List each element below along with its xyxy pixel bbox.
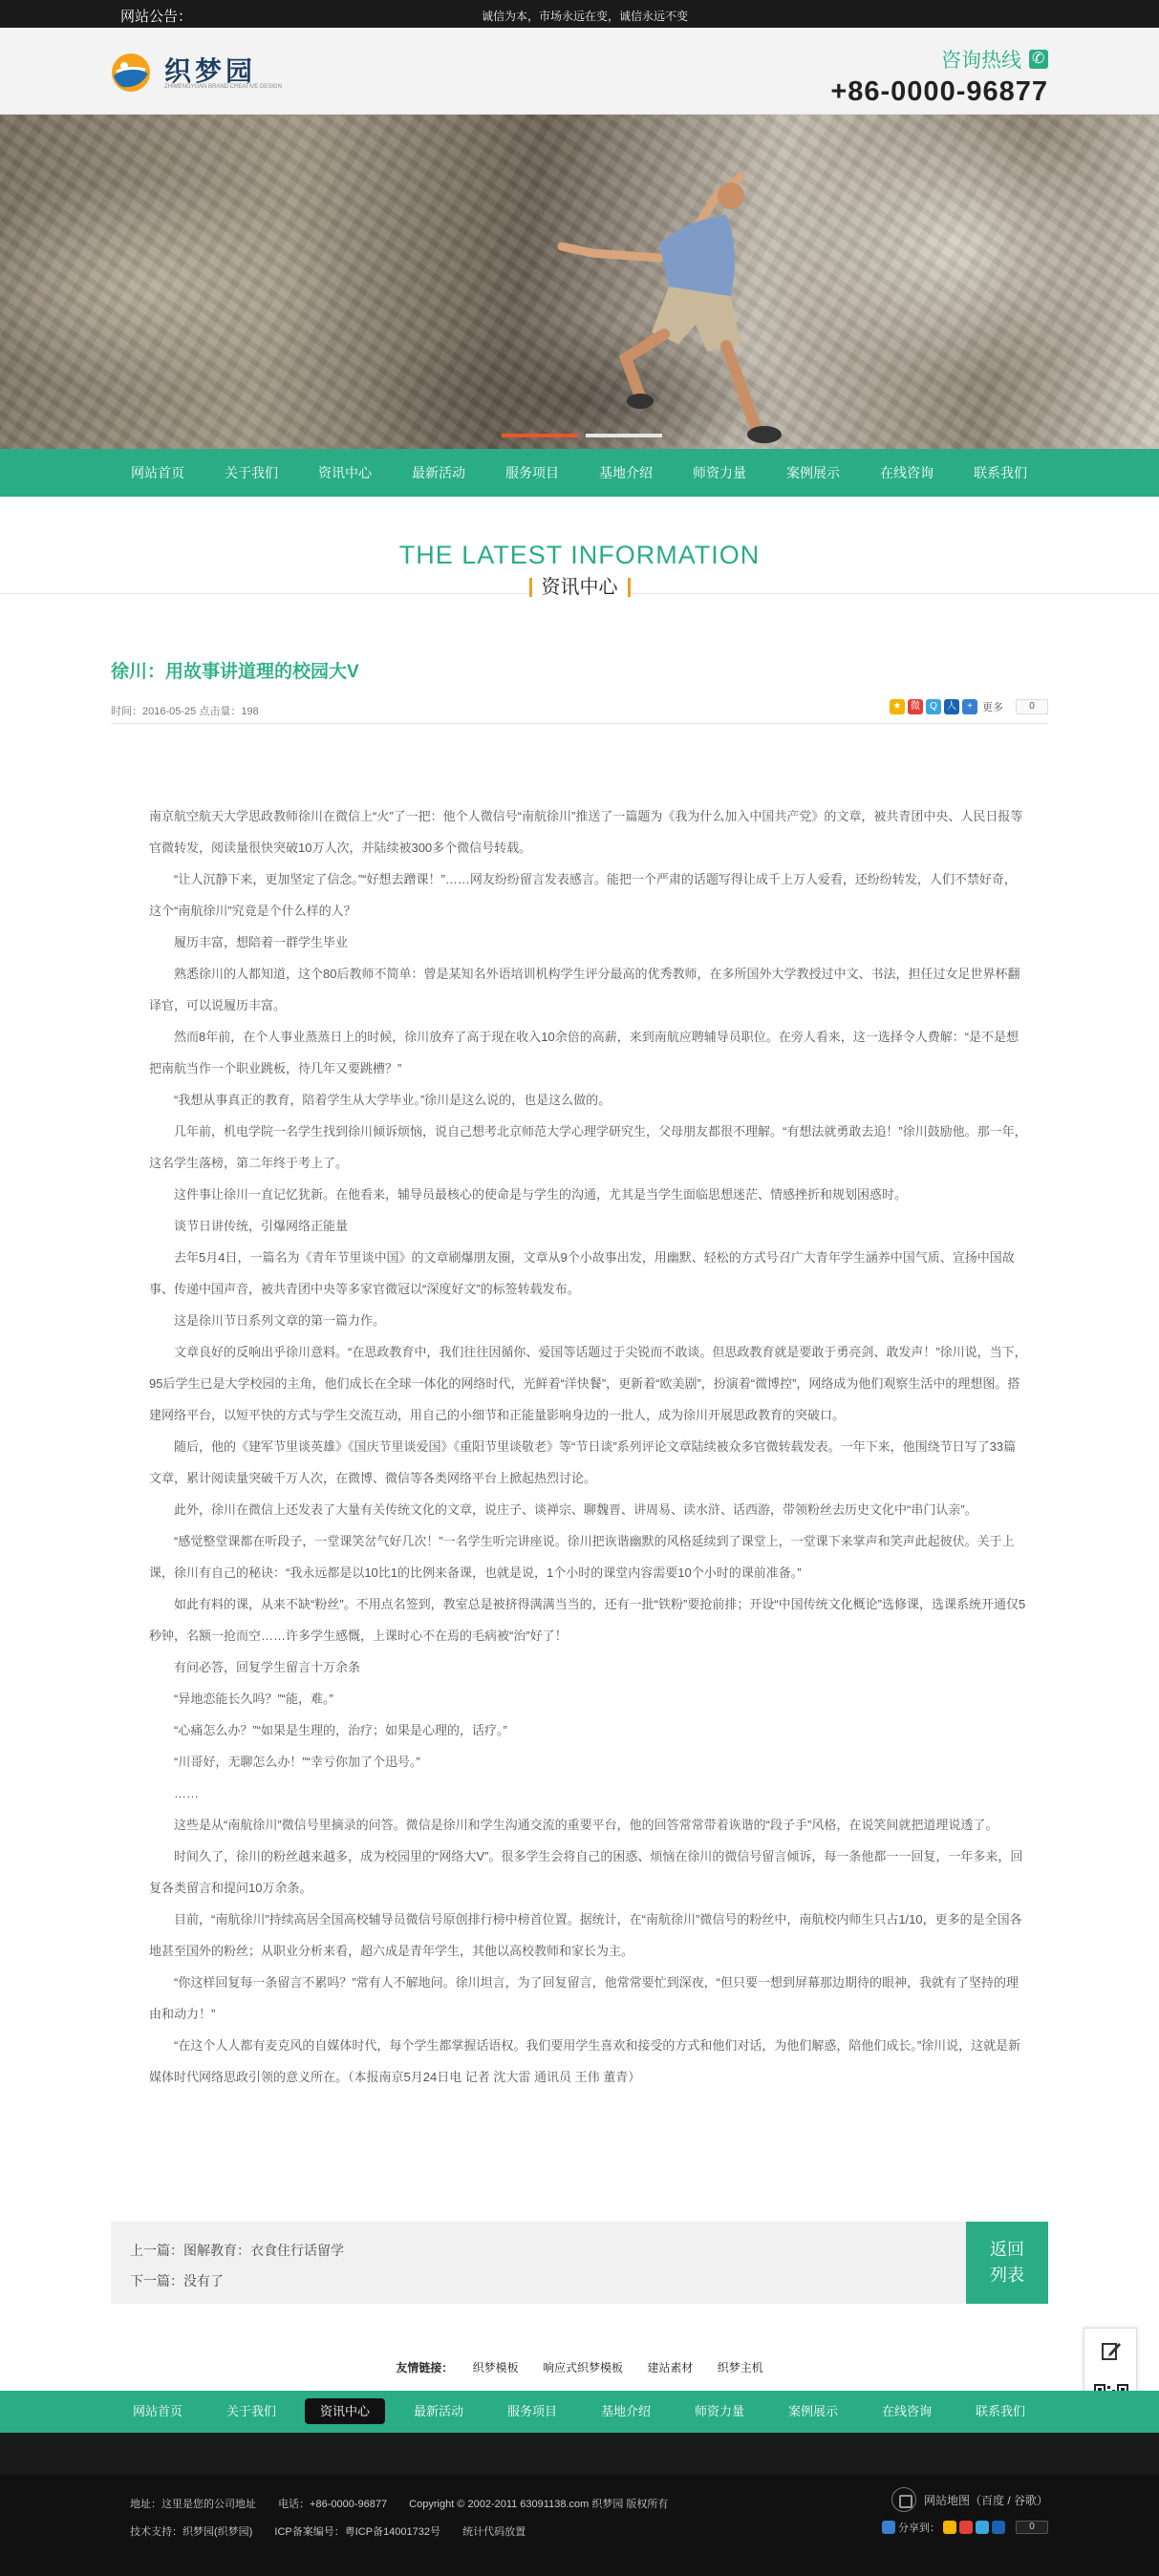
article-paragraph: “心痛怎么办？”“如果是生理的，治疗；如果是心理的，话疗。”	[174, 1723, 507, 1737]
footer-nav-label: 最新活动	[413, 2404, 463, 2418]
article-paragraph: 南京航空航天大学思政教师徐川在微信上“火”了一把：他个人微信号“南航徐川”推送了一篇题为《我为什么加入中国共产党》的文章，被共青团中央、人民日报等官微转发，阅读量很快突破10万人次，并陆续被300多个微信号转载。	[149, 809, 1023, 855]
footer-nav-label: 关于我们	[225, 2404, 276, 2418]
footer-line-1	[130, 2496, 687, 2511]
footer-nav-item-cases[interactable]	[766, 2391, 860, 2433]
jumping-man-image	[535, 143, 860, 449]
hotline	[830, 45, 1048, 108]
article-paragraph: 目前，“南航徐川”持续高居全国高校辅导员微信号原创排行榜中榜首位置。据统计，在“南航徐川”微信号的粉丝中，南航校内师生只占1/10，更多的是全国各地甚至国外的粉丝；从职业分析来看，超六成是青年学生，其他以高校教师和家长为主。	[149, 1912, 1022, 1958]
article-paragraph: 去年5月4日，一篇名为《青年节里谈中国》的文章刷爆朋友圈，文章从9个小故事出发，用幽默、轻松的方式号召广大青年学生涵养中国气质、宣扬中国故事、传递中国声音，被共青团中央等多家官微冠以“深度好文”的标签转载发布。	[149, 1250, 1015, 1296]
article-paragraph: “让人沉静下来，更加坚定了信念。”“好想去蹭课！”……网友纷纷留言发表感言。能把一个严肃的话题写得让成千上万人爱看，还纷纷转发，人们不禁好奇，这个“南航徐川”究竟是个什么样的人？	[149, 872, 1017, 918]
logo-subtitle: ZHIMENGYUAN BRAND CREATIVE DESIGN	[164, 84, 282, 90]
footer-icp[interactable]: ICP备案编号：粤ICP备14001732号	[274, 2526, 441, 2538]
footer-nav-item-contact[interactable]	[954, 2391, 1047, 2433]
site-header	[0, 28, 1159, 115]
footer-nav-label: 联系我们	[975, 2404, 1025, 2418]
share-count: 0	[1016, 699, 1048, 714]
weibo-share-icon[interactable]	[959, 2521, 973, 2534]
friendly-link[interactable]: 织梦主机	[717, 2361, 763, 2374]
footer-share-bar	[882, 2520, 1048, 2535]
hotline-number: +86-0000-96877	[830, 76, 1048, 107]
share-more-link[interactable]: 更多	[982, 702, 1003, 713]
nav-item-news[interactable]: 资讯中心	[318, 465, 372, 480]
article-paragraph: ……	[174, 1786, 199, 1800]
notice-text: 诚信为本，市场永远在变，诚信永远不变	[482, 10, 689, 23]
footer-nav-label: 在线咨询	[881, 2404, 932, 2418]
footer-line-2	[130, 2523, 545, 2539]
article-paragraph: 几年前，机电学院一名学生找到徐川倾诉烦恼，说自己想考北京师范大学心理学研究生，父母朋友都很不理解。“有想法就勇敢去追！”徐川鼓励他。那一年，这名学生落榜，第二年终于考上了。	[149, 1124, 1027, 1170]
qzone-share-icon[interactable]	[943, 2521, 956, 2534]
sitemap-link[interactable]	[891, 2487, 1048, 2512]
footer-stats: 统计代码放置	[462, 2526, 526, 2538]
more-share-icon[interactable]	[882, 2521, 895, 2534]
prev-next-box	[111, 2222, 1048, 2304]
friendly-links-label: 友情链接：	[396, 2361, 454, 2374]
back-to-list-button[interactable]	[966, 2222, 1048, 2304]
sitemap-label: 网站地图（百度 / 谷歌）	[923, 2493, 1048, 2507]
tencent-weibo-share-icon[interactable]: Q	[926, 699, 941, 714]
footer-share-label: 分享到：	[898, 2523, 940, 2534]
article-paragraph: 时间久了，徐川的粉丝越来越多，成为校园里的“网络大V”。很多学生会将自己的困惑、烦恼在徐川的微信号留言倾诉，每一条他都一一回复，一年多来，回复各类留言和提问10万余条。	[149, 1849, 1023, 1895]
logo-mark-icon	[111, 53, 151, 93]
footer-nav-label: 案例展示	[787, 2404, 838, 2418]
section-title	[0, 541, 1159, 598]
renren-share-icon[interactable]	[992, 2521, 1005, 2534]
hotline-label-row	[830, 45, 1048, 74]
more-share-icon[interactable]: +	[962, 699, 977, 714]
friendly-link[interactable]: 织梦模板	[472, 2361, 519, 2374]
section-title-en: THE LATEST INFORMATION	[398, 541, 761, 569]
footer-nav-label: 基地介绍	[600, 2404, 651, 2418]
nav-item-home[interactable]: 网站首页	[131, 465, 184, 480]
article-paragraph: “感觉整堂课都在听段子，一堂课笑岔气好几次！”一名学生听完讲座说。徐川把诙谐幽默的风格延续到了课堂上，一堂课下来掌声和笑声此起彼伏。关于上课，徐川有自己的秘诀：“我永远都是以10比1的比例来备课，也就是说，1个小时的课堂内容需要10个小时的课前准备。”	[149, 1534, 1015, 1580]
tencent-weibo-share-icon[interactable]	[976, 2521, 989, 2534]
article-paragraph: 随后，他的《建军节里谈英雄》《国庆节里谈爱国》《重阳节里谈敬老》等“节日谈”系列评论文章陆续被众多官微转载发表。一年下来，他围绕节日写了33篇文章，累计阅读量突破千万人次，在微博、微信等各类网络平台上掀起热烈讨论。	[149, 1439, 1017, 1485]
footer-share-count: 0	[1016, 2521, 1048, 2534]
nav-item-consult[interactable]: 在线咨询	[880, 465, 934, 480]
footer-nav-item-home[interactable]	[111, 2391, 204, 2433]
article-paragraph: 然而8年前，在个人事业蒸蒸日上的时候，徐川放弃了高于现在收入10余倍的高薪，来到南航应聘辅导员职位。在旁人看来，这一选择令人费解：“是不是想把南航当作一个职业跳板，待几年又要跳槽？”	[149, 1030, 1019, 1075]
slider-dot-2[interactable]	[586, 434, 662, 437]
weibo-share-icon[interactable]: 微	[908, 699, 923, 714]
article-paragraph: 这是徐川节日系列文章的第一篇力作。	[174, 1313, 386, 1328]
friendly-links	[0, 2359, 1159, 2375]
article-paragraph: 文章良好的反响出乎徐川意料。“在思政教育中，我们往往因循你、爱国等话题过于尖锐而不敢谈。但思政教育就是要敢于勇亮剑、敢发声！”徐川说，当下，95后学生已是大学校园的主角，他们成长在全球一体化的网络时代，光鲜着“洋快餐”，更新着“欧美剧”，扮演着“微博控”，网络成为他们观察生活中的理想图。搭建网络平台，以短平快的方式与学生交流互动，用自己的小细节和正能量影响身边的一批人，成为徐川开展思政教育的突破口。	[149, 1345, 1027, 1422]
footer-nav-label: 师资力量	[694, 2404, 744, 2418]
friendly-link[interactable]: 建站素材	[647, 2361, 694, 2374]
renren-share-icon[interactable]: 人	[944, 699, 959, 714]
footer-nav	[0, 2391, 1159, 2433]
footer-nav-label: 服务项目	[506, 2404, 557, 2418]
sitemap-icon	[891, 2487, 916, 2512]
footer-band	[0, 2433, 1159, 2475]
footer-copyright: Copyright © 2002-2011 63091138.com 织梦园 版权所有	[409, 2499, 669, 2510]
footer-nav-label: 资讯中心	[305, 2398, 385, 2424]
article-paragraph: “川哥好，无聊怎么办！”“幸亏你加了个迅号。”	[174, 1755, 420, 1769]
next-article-link[interactable]: 下一篇：没有了	[130, 2273, 224, 2289]
phone-icon	[1029, 50, 1048, 69]
footer-nav-item-base[interactable]	[579, 2391, 673, 2433]
footer-nav-item-about[interactable]	[204, 2391, 298, 2433]
article	[111, 657, 1048, 2084]
footer-support[interactable]: 技术支持：织梦园(织梦园)	[130, 2526, 253, 2538]
section-title-cn: 资讯中心	[529, 578, 631, 597]
back-to-list-label: 返回列表	[990, 2240, 1024, 2285]
article-meta-text: 时间：2016-05-25 点击量：198	[111, 706, 259, 717]
site-footer	[0, 2433, 1159, 2576]
article-body	[149, 800, 1028, 2093]
article-paragraph: 如此有料的课，从来不缺“粉丝”。不用点名签到，教室总是被挤得满满当当的，还有一批“铁粉”要抢前排；开设“中国传统文化概论”选修课，选课系统开通仅5秒钟，名额一抢而空……许多学生感慨，上课时心不在焉的毛病被“治”好了！	[149, 1597, 1026, 1643]
article-paragraph: “你这样回复每一条留言不累吗？”常有人不解地问。徐川坦言，为了回复留言，他常常要忙到深夜，“但只要一想到屏幕那边期待的眼神，我就有了坚持的理由和动力！”	[149, 1975, 1019, 2021]
footer-nav-item-teachers[interactable]	[673, 2391, 766, 2433]
share-bar	[890, 699, 1048, 714]
nav-item-events[interactable]: 最新活动	[412, 465, 465, 480]
article-paragraph: 这件事让徐川一直记忆犹新。在他看来，辅导员最核心的使命是与学生的沟通，尤其是当学生面临思想迷茫、情感挫折和规划困惑时。	[174, 1187, 908, 1202]
article-paragraph: “我想从事真正的教育，陪着学生从大学毕业。”徐川是这么说的，也是这么做的。	[174, 1093, 612, 1107]
hotline-label: 咨询热线	[941, 50, 1021, 72]
article-paragraph: 熟悉徐川的人都知道，这个80后教师不简单：曾是某知名外语培训机构学生评分最高的优秀教师，在多所国外大学教授过中文、书法，担任过女足世界杯翻译官，可以说履历丰富。	[149, 967, 1020, 1012]
footer-nav-item-consult[interactable]	[860, 2391, 954, 2433]
nav-item-about[interactable]: 关于我们	[225, 465, 278, 480]
nav-item-base[interactable]: 基地介绍	[599, 465, 653, 480]
article-paragraph: 有问必答，回复学生留言十万余条	[174, 1660, 361, 1674]
article-paragraph: 此外，徐川在微信上还发表了大量有关传统文化的文章，说庄子、谈禅宗、聊魏晋、讲周易、读水浒、话西游，带领粉丝去历史文化中“串门认亲”。	[174, 1502, 977, 1517]
hero-banner[interactable]	[0, 115, 1159, 449]
footer-nav-item-services[interactable]	[485, 2391, 579, 2433]
site-logo[interactable]	[111, 49, 292, 95]
nav-item-teachers[interactable]: 师资力量	[693, 465, 746, 480]
footer-address: 地址：这里是您的公司地址	[130, 2499, 256, 2510]
footer-nav-label: 网站首页	[132, 2404, 182, 2418]
article-title: 徐川：用故事讲道理的校园大V	[111, 662, 359, 682]
main-nav	[0, 449, 1159, 497]
article-meta	[111, 699, 1048, 724]
nav-item-services[interactable]: 服务项目	[505, 465, 559, 480]
article-paragraph: 这些是从“南航徐川”微信号里摘录的问答。微信是徐川和学生沟通交流的重要平台，他的回答常常带着诙谐的“段子手”风格，在说笑间就把道理说透了。	[174, 1818, 998, 1832]
slider-dots	[502, 434, 662, 437]
footer-nav-item-news[interactable]	[298, 2391, 392, 2433]
prev-article-link[interactable]: 上一篇：图解教育：衣食住行话留学	[130, 2243, 344, 2258]
article-paragraph: “在这个人人都有麦克风的自媒体时代，每个学生都掌握话语权。我们要用学生喜欢和接受的方式和他们对话，为他们解惑，陪他们成长。”徐川说，这就是新媒体时代网络思政引领的意义所在。（本报南京5月24日电 记者 沈大雷 通讯员 王伟 董青）	[149, 2038, 1021, 2084]
slider-dot-1[interactable]	[502, 434, 578, 437]
article-paragraph: 谈节日讲传统，引爆网络正能量	[174, 1219, 349, 1233]
notice-label: 网站公告：	[120, 9, 193, 25]
announcement-bar	[0, 0, 1159, 28]
footer-nav-item-events[interactable]	[392, 2391, 485, 2433]
logo-name: 织梦园	[164, 56, 257, 86]
nav-item-cases[interactable]: 案例展示	[786, 465, 840, 480]
article-paragraph: “异地恋能长久吗？”“能，难。”	[174, 1692, 333, 1706]
qzone-share-icon[interactable]: ★	[890, 699, 905, 714]
edit-message-icon[interactable]	[1101, 2340, 1122, 2361]
article-paragraph: 履历丰富，想陪着一群学生毕业	[174, 935, 349, 949]
nav-item-contact[interactable]: 联系我们	[974, 465, 1027, 480]
friendly-link[interactable]: 响应式织梦模板	[542, 2361, 623, 2374]
footer-phone: 电话：+86-0000-96877	[278, 2499, 388, 2510]
